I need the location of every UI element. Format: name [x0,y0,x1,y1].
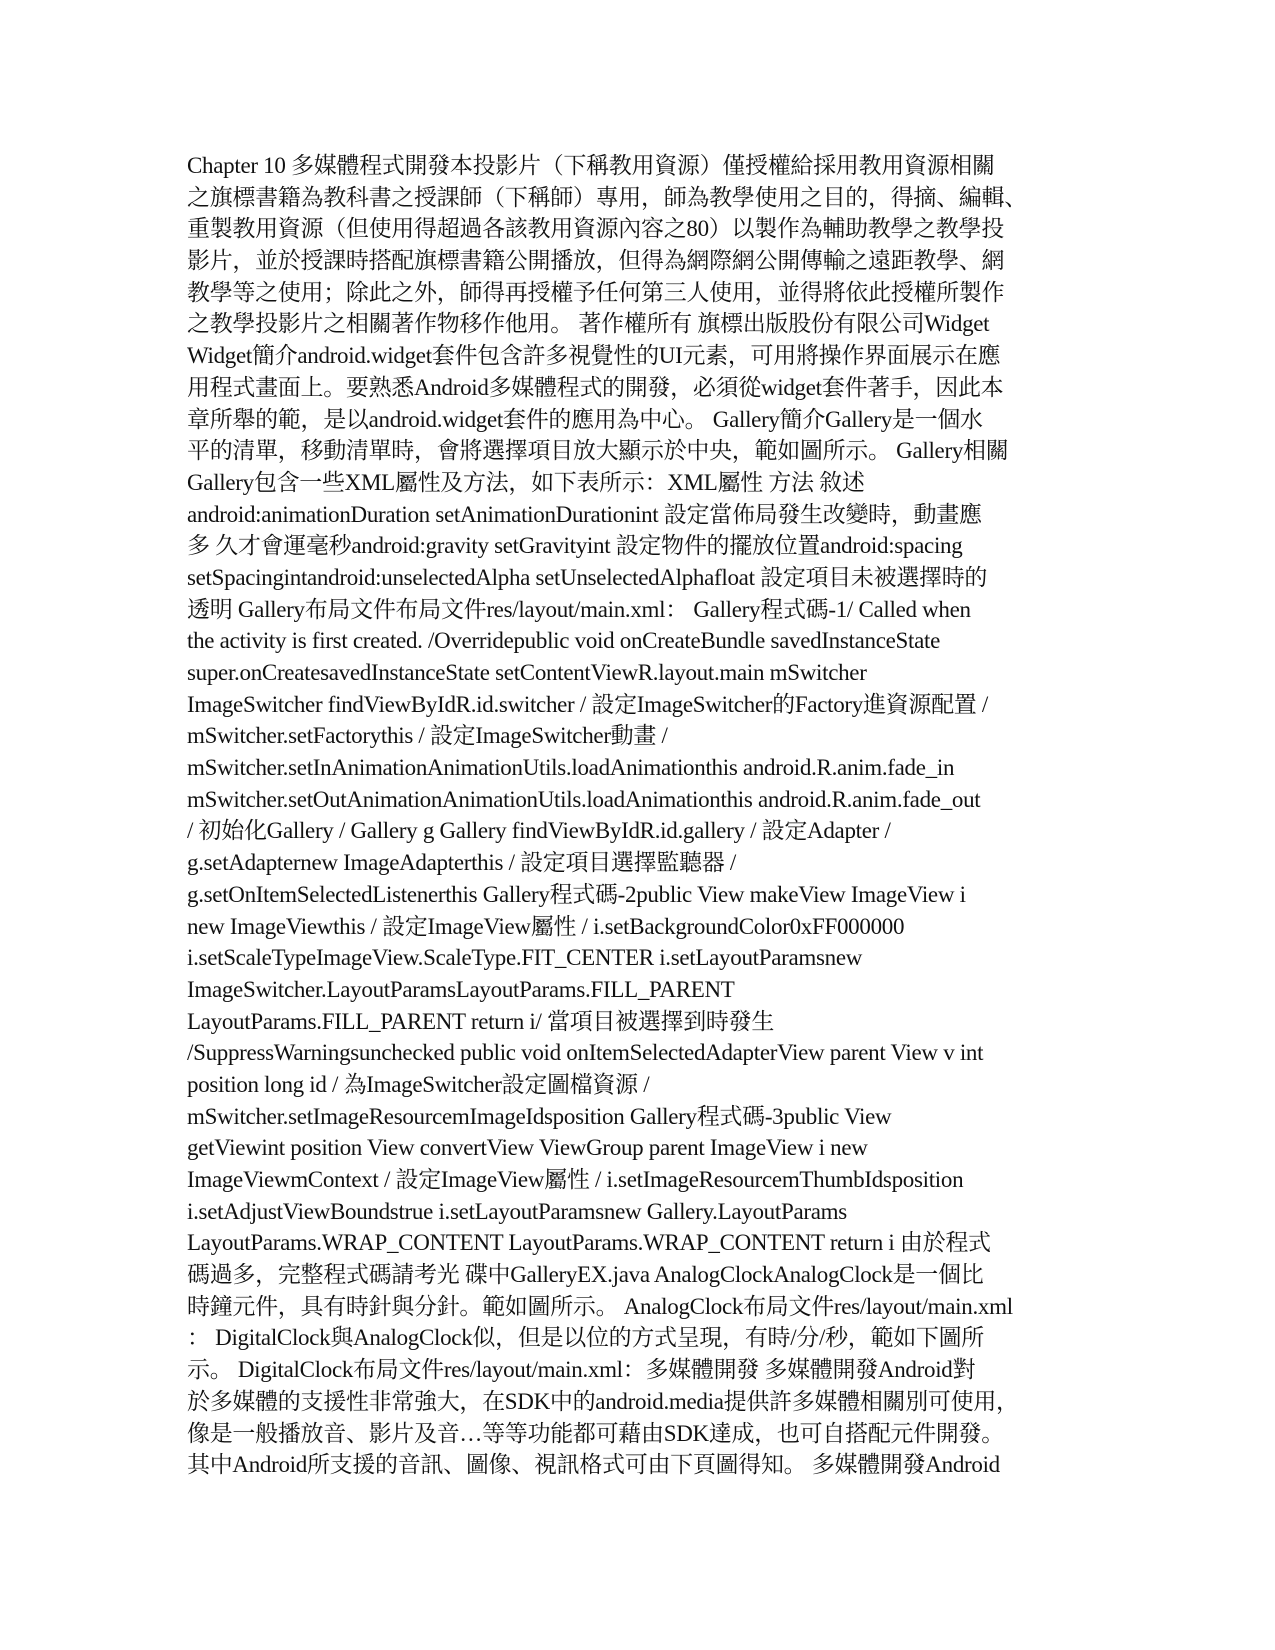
text-line: Chapter 10 多媒體程式開發本投影片（下稱教用資源）僅授權給採用教用資源相關 [187,153,995,178]
text-line: 示。 DigitalClock布局文件res/layout/main.xml：多媒體開發 多媒體開發Android對 [187,1357,976,1383]
text-line: 之旗標書籍為教科書之授課師（下稱師）專用，師為教學使用之目的，得摘、編輯、 [187,184,1027,210]
text-line: android:animationDuration setAnimationDurationint 設定當佈局發生改變時，動畫應 [187,501,982,527]
text-line: LayoutParams.WRAP_CONTENT LayoutParams.WRAP_CONTENT return i 由於程式 [187,1230,991,1256]
text-line: new ImageViewthis / 設定ImageView屬性 / i.setBackgroundColor0xFF000000 [187,913,905,939]
text-line: 用程式畫面上。要熟悉Android多媒體程式的開發，必須從widget套件著手，因此本 [187,374,1004,400]
text-line: i.setAdjustViewBoundstrue i.setLayoutParamsnew Gallery.LayoutParams [187,1198,847,1224]
text-line: 碼過多，完整程式碼請考光 碟中GalleryEX.java AnalogClockAnalogClock是一個比 [187,1262,984,1288]
text-line: mSwitcher.setInAnimationAnimationUtils.loadAnimationthis android.R.anim.fade_in [187,755,955,781]
text-line: getViewint position View convertView ViewGroup parent ImageView i new [187,1135,868,1161]
text-line: 教學等之使用；除此之外，師得再授權予任何第三人使用，並得將依此授權所製作 [187,279,1005,305]
text-line: i.setScaleTypeImageView.ScaleType.FIT_CENTER i.setLayoutParamsnew [187,945,863,971]
text-line: 透明 Gallery布局文件布局文件res/layout/main.xml： Gallery程式碼-1/ Called when [187,596,971,622]
text-line: g.setOnItemSelectedListenerthis Gallery程式碼-2public View makeView ImageView i [187,881,966,907]
text-line: 多 久才會運毫秒android:gravity setGravityint 設定物件的擺放位置android:spacing [187,533,963,559]
text-line: Gallery包含一些XML屬性及方法，如下表所示：XML屬性 方法 敘述 [187,469,865,495]
text-line: setSpacingintandroid:unselectedAlpha setUnselectedAlphafloat 設定項目未被選擇時的 [187,564,988,590]
text-line: /SuppressWarningsunchecked public void onItemSelectedAdapterView parent View v int [187,1040,984,1066]
text-line: mSwitcher.setOutAnimationAnimationUtils.loadAnimationthis android.R.anim.fade_out [187,786,981,812]
text-line: 其中Android所支援的音訊、圖像、視訊格式可由下頁圖得知。 多媒體開發Android [187,1452,1000,1478]
text-line: 章所舉的範，是以android.widget套件的應用為中心。 Gallery簡介Gallery是一個水 [187,406,983,432]
text-line: LayoutParams.FILL_PARENT return i/ 當項目被選擇到時發生 [187,1008,775,1034]
text-line: ImageSwitcher.LayoutParamsLayoutParams.FILL_PARENT [187,976,735,1002]
text-line: ： DigitalClock與AnalogClock似，但是以位的方式呈現，有時/分/秒，範如下圖所 [187,1325,984,1351]
text-line: / 初始化Gallery / Gallery g Gallery findViewByIdR.id.gallery / 設定Adapter / [187,818,891,844]
text-line: 於多媒體的支援性非常強大，在SDK中的android.media提供許多媒體相關別可使用， [187,1388,1019,1414]
text-line: mSwitcher.setFactorythis / 設定ImageSwitcher動畫 / [187,723,668,749]
text-line: mSwitcher.setImageResourcemImageIdsposition Gallery程式碼-3public View [187,1103,892,1129]
text-line: super.onCreatesavedInstanceState setContentViewR.layout.main mSwitcher [187,660,867,685]
text-line: 之教學投影片之相關著作物移作他用。 著作權所有 旗標出版股份有限公司Widget [187,311,990,337]
text-line: 重製教用資源（但使用得超過各該教用資源內容之80）以製作為輔助教學之教學投 [187,216,1004,242]
text-line: position long id / 為ImageSwitcher設定圖檔資源 / [187,1071,650,1097]
text-line: the activity is first created. /Overridepublic void onCreateBundle savedInstanceState [187,628,941,654]
text-line: Widget簡介android.widget套件包含許多視覺性的UI元素，可用將操作界面展示在應 [187,343,1001,369]
text-line: 平的清單，移動清單時，會將選擇項目放大顯示於中央，範如圖所示。 Gallery相關 [187,438,1009,464]
text-line: 像是一般播放音、影片及音…等等功能都可藉由SDK達成，也可自搭配元件開發。 [187,1420,1004,1446]
text-line: 影片，並於授課時搭配旗標書籍公開播放，但得為網際網公開傳輸之遠距教學、網 [187,248,1005,274]
text-line: g.setAdapternew ImageAdapterthis / 設定項目選擇監聽器 / [187,850,736,876]
text-line: ImageSwitcher findViewByIdR.id.switcher / 設定ImageSwitcher的Factory進資源配置 / [187,691,989,717]
body-text [187,150,1087,1481]
text-line: 時鐘元件，具有時針與分針。範如圖所示。 AnalogClock布局文件res/layout/main.xml [187,1293,1013,1319]
text-line: ImageViewmContext / 設定ImageView屬性 / i.setImageResourcemThumbIdsposition [187,1167,964,1192]
